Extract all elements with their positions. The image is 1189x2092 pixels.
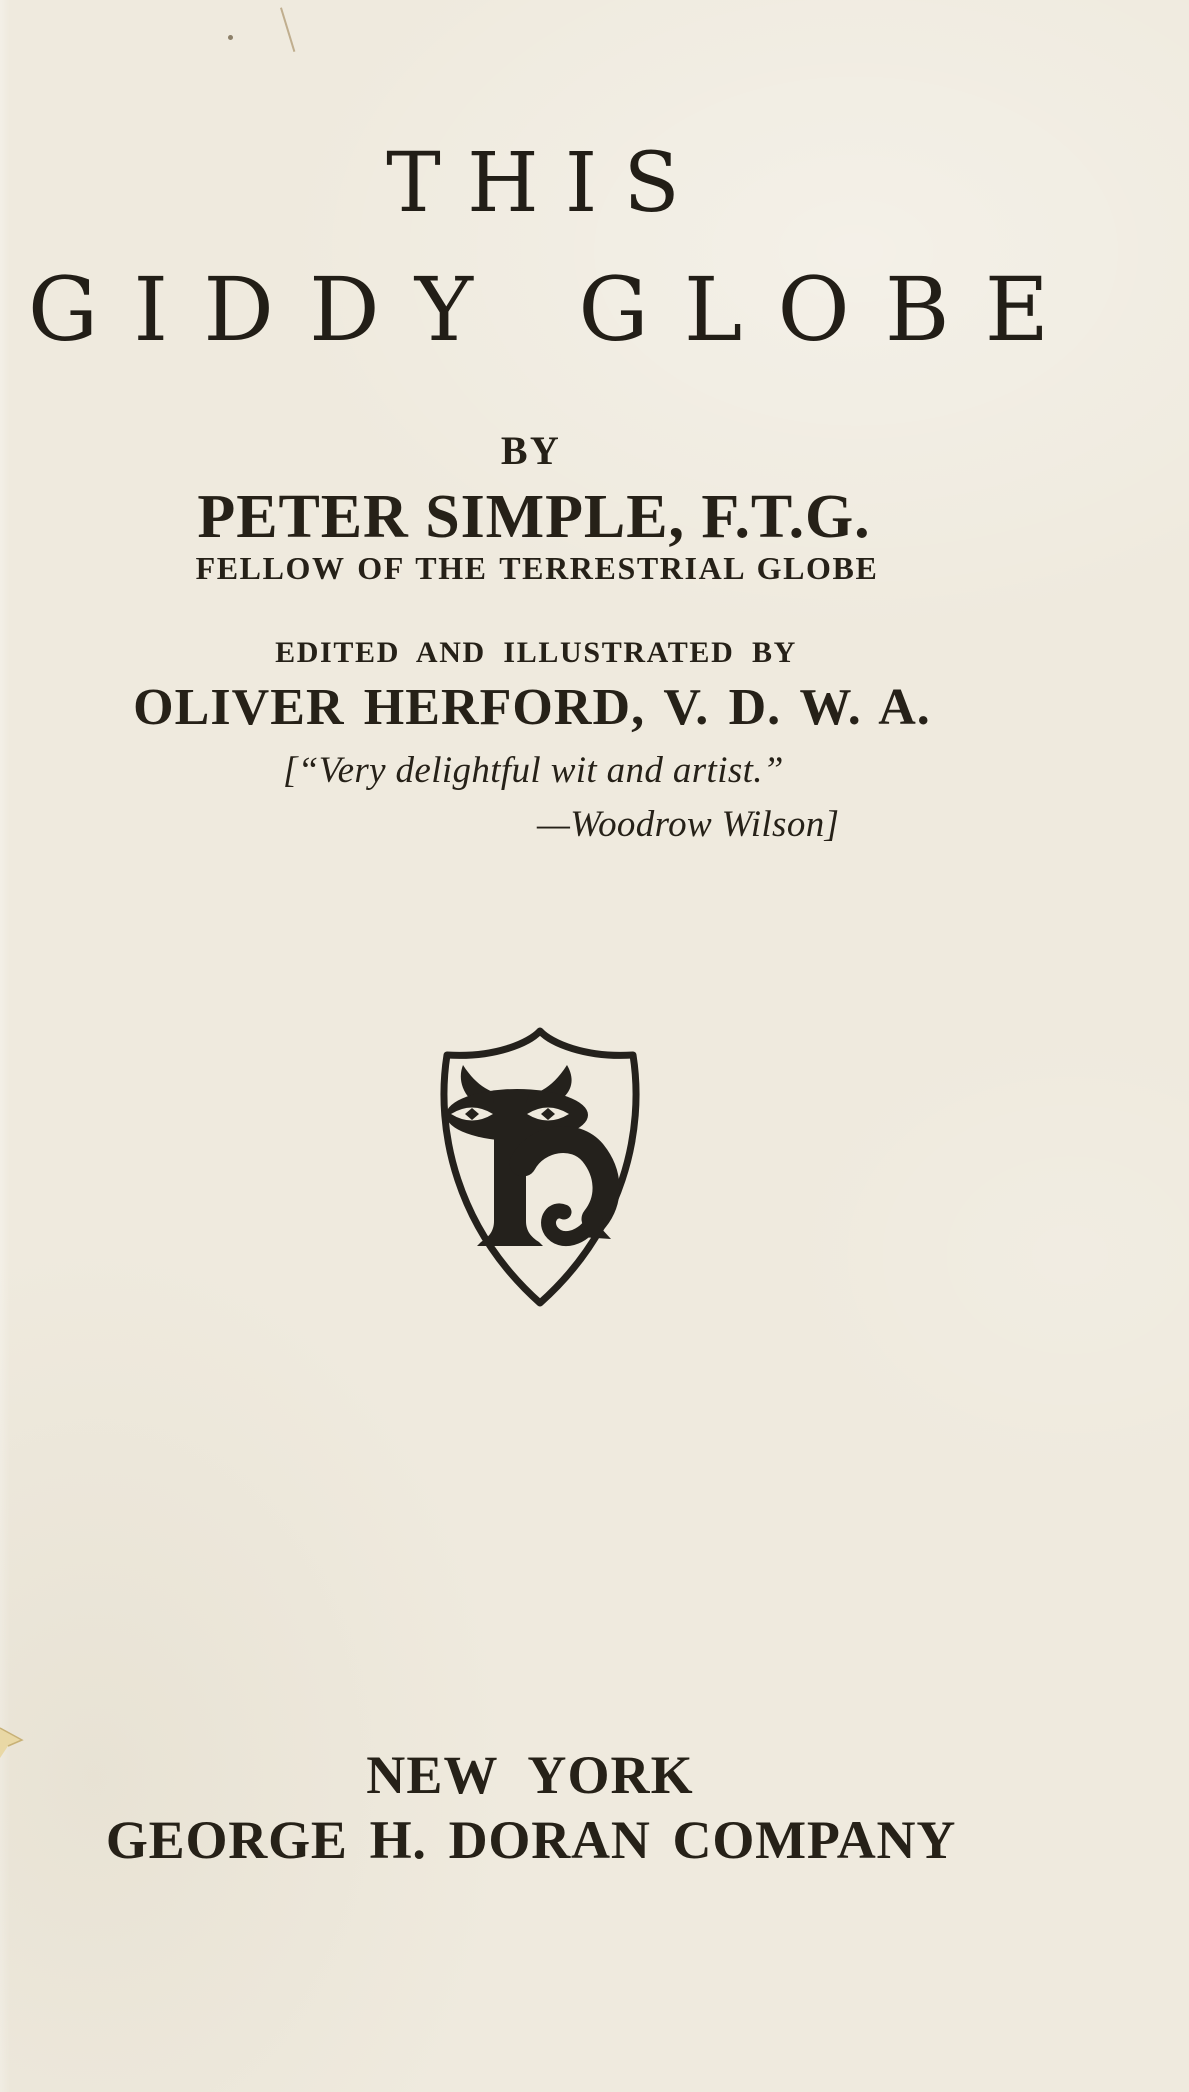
- page-edge-tear: [0, 1726, 34, 1760]
- author-name: PETER SIMPLE, F.T.G.: [197, 483, 871, 551]
- byline-label: BY: [500, 428, 562, 473]
- book-title-line2: GIDDY GLOBE: [27, 258, 1085, 361]
- book-title-line1: THIS: [386, 136, 706, 231]
- author-subtitle: FELLOW OF THE TERRESTRIAL GLOBE: [195, 550, 879, 586]
- publisher-city: NEW YORK: [366, 1745, 694, 1805]
- editor-name: OLIVER HERFORD, V. D. W. A.: [133, 679, 931, 736]
- paper-speck: [228, 35, 233, 40]
- review-quote-attribution: —Woodrow Wilson]: [537, 804, 840, 845]
- publisher-name: GEORGE H. DORAN COMPANY: [105, 1810, 957, 1870]
- review-quote: [“Very delightful wit and artist.”: [283, 750, 784, 791]
- publisher-shield-monogram-icon: [423, 1013, 657, 1317]
- paper-scratch: [280, 8, 295, 52]
- editor-label: EDITED AND ILLUSTRATED BY: [275, 636, 797, 669]
